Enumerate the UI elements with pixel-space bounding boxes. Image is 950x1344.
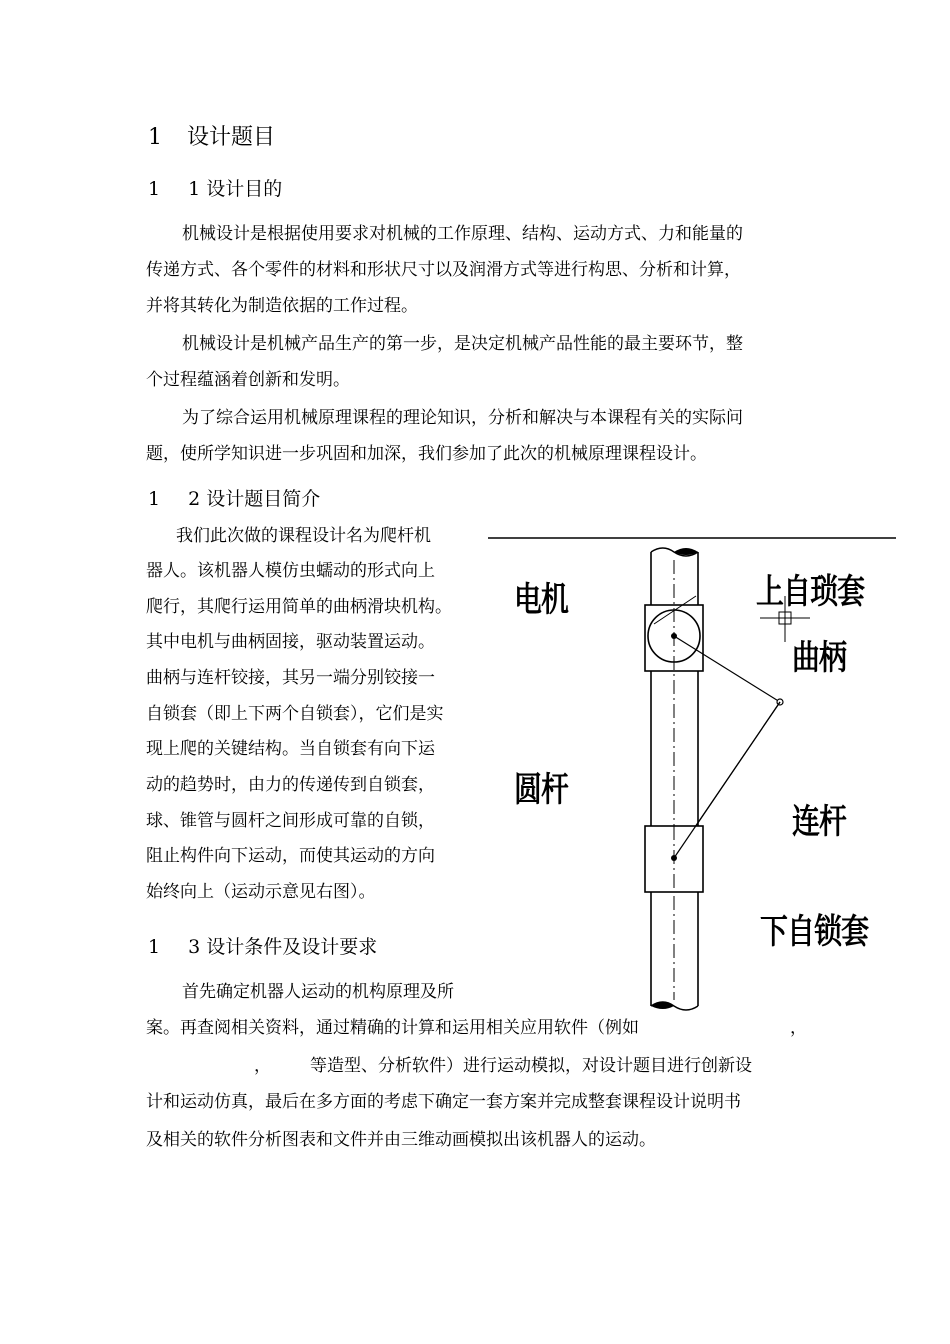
lower-joint — [671, 855, 677, 861]
paragraph-line: 阻止构件向下运动，而使其运动的方向 — [146, 846, 435, 866]
connecting-rod-overlay — [674, 702, 780, 858]
paragraph-line: 个过程蕴涵着创新和发明。 — [146, 370, 350, 390]
subsection-3-heading — [148, 932, 377, 959]
label-lower-sleeve: 下自锁套 — [760, 912, 869, 952]
subsection-1-heading — [148, 174, 282, 201]
paragraph-line: 器人。该机器人模仿虫蠕动的形式向上 — [146, 561, 435, 581]
paragraph-line: 其中电机与曲柄固接，驱动装置运动。 — [146, 632, 435, 652]
paragraph-line: 动的趋势时，由力的传递传到自锁套， — [146, 775, 435, 795]
paragraph-line: 传递方式、各个零件的材料和形状尺寸以及润滑方式等进行构思、分析和计算， — [146, 260, 741, 280]
label-upper-sleeve: 上自琐套 — [756, 572, 865, 612]
paragraph-line: 我们此次做的课程设计名为爬杆机 — [176, 526, 431, 546]
mechanism-figure — [488, 530, 908, 1020]
paragraph-line: 爬行，其爬行运用简单的曲柄滑块机构。 — [146, 597, 452, 617]
paragraph-line: 机械设计是机械产品生产的第一步，是决定机械产品性能的最主要环节，整 — [182, 334, 743, 354]
rod-bottom-hatch — [651, 1002, 674, 1009]
paragraph-fragment: ， — [790, 1018, 807, 1038]
subsection-number: 1 — [148, 178, 161, 200]
paragraph-line: 自锁套（即上下两个自锁套），它们是实 — [146, 704, 444, 724]
paragraph-line: 及相关的软件分析图表和文件并由三维动画模拟出该机器人的运动。 — [146, 1130, 656, 1150]
paragraph-line: 为了综合运用机械原理课程的理论知识，分析和解决与本课程有关的实际问 — [182, 408, 743, 428]
subsection-number: 1 — [148, 936, 161, 958]
paragraph-line: 现上爬的关键结构。当自锁套有向下运 — [146, 739, 435, 759]
paragraph-line: 案。再查阅相关资料，通过精确的计算和运用相关应用软件（例如 — [146, 1018, 639, 1038]
subsection-title: 1 设计目的 — [188, 178, 283, 200]
section-number: 1 — [148, 125, 162, 150]
paragraph-line: 并将其转化为制造依据的工作过程。 — [146, 296, 418, 316]
paragraph-line: 等造型、分析软件）进行运动模拟，对设计题目进行创新设 — [310, 1056, 752, 1076]
section-heading — [148, 120, 275, 151]
paragraph-line: 计和运动仿真，最后在多方面的考虑下确定一套方案并完成整套课程设计说明书 — [146, 1092, 741, 1112]
subsection-2-heading — [148, 484, 320, 511]
paragraph-line: 始终向上（运动示意见右图）。 — [146, 882, 376, 902]
subsection-title: 2 设计题目简介 — [188, 488, 321, 510]
label-rod: 圆杆 — [514, 770, 569, 810]
subsection-number: 1 — [148, 488, 161, 510]
paragraph-line: 球、锥管与圆杆之间形成可靠的自锁， — [146, 811, 435, 831]
paragraph-line: 机械设计是根据使用要求对机械的工作原理、结构、运动方式、力和能量的 — [182, 224, 743, 244]
paragraph-line: 曲柄与连杆铰接，其另一端分别铰接一 — [146, 668, 435, 688]
section-title: 设计题目 — [187, 125, 276, 150]
subsection-title: 3 设计条件及设计要求 — [188, 936, 378, 958]
paragraph-line: 题，使所学知识进一步巩固和加深，我们参加了此次的机械原理课程设计。 — [146, 444, 707, 464]
label-motor: 电机 — [514, 580, 569, 620]
paragraph-fragment: ， — [254, 1056, 271, 1076]
paragraph-line: 首先确定机器人运动的机构原理及所 — [182, 982, 454, 1002]
label-link: 连杆 — [792, 802, 847, 842]
label-crank: 曲柄 — [792, 638, 847, 678]
